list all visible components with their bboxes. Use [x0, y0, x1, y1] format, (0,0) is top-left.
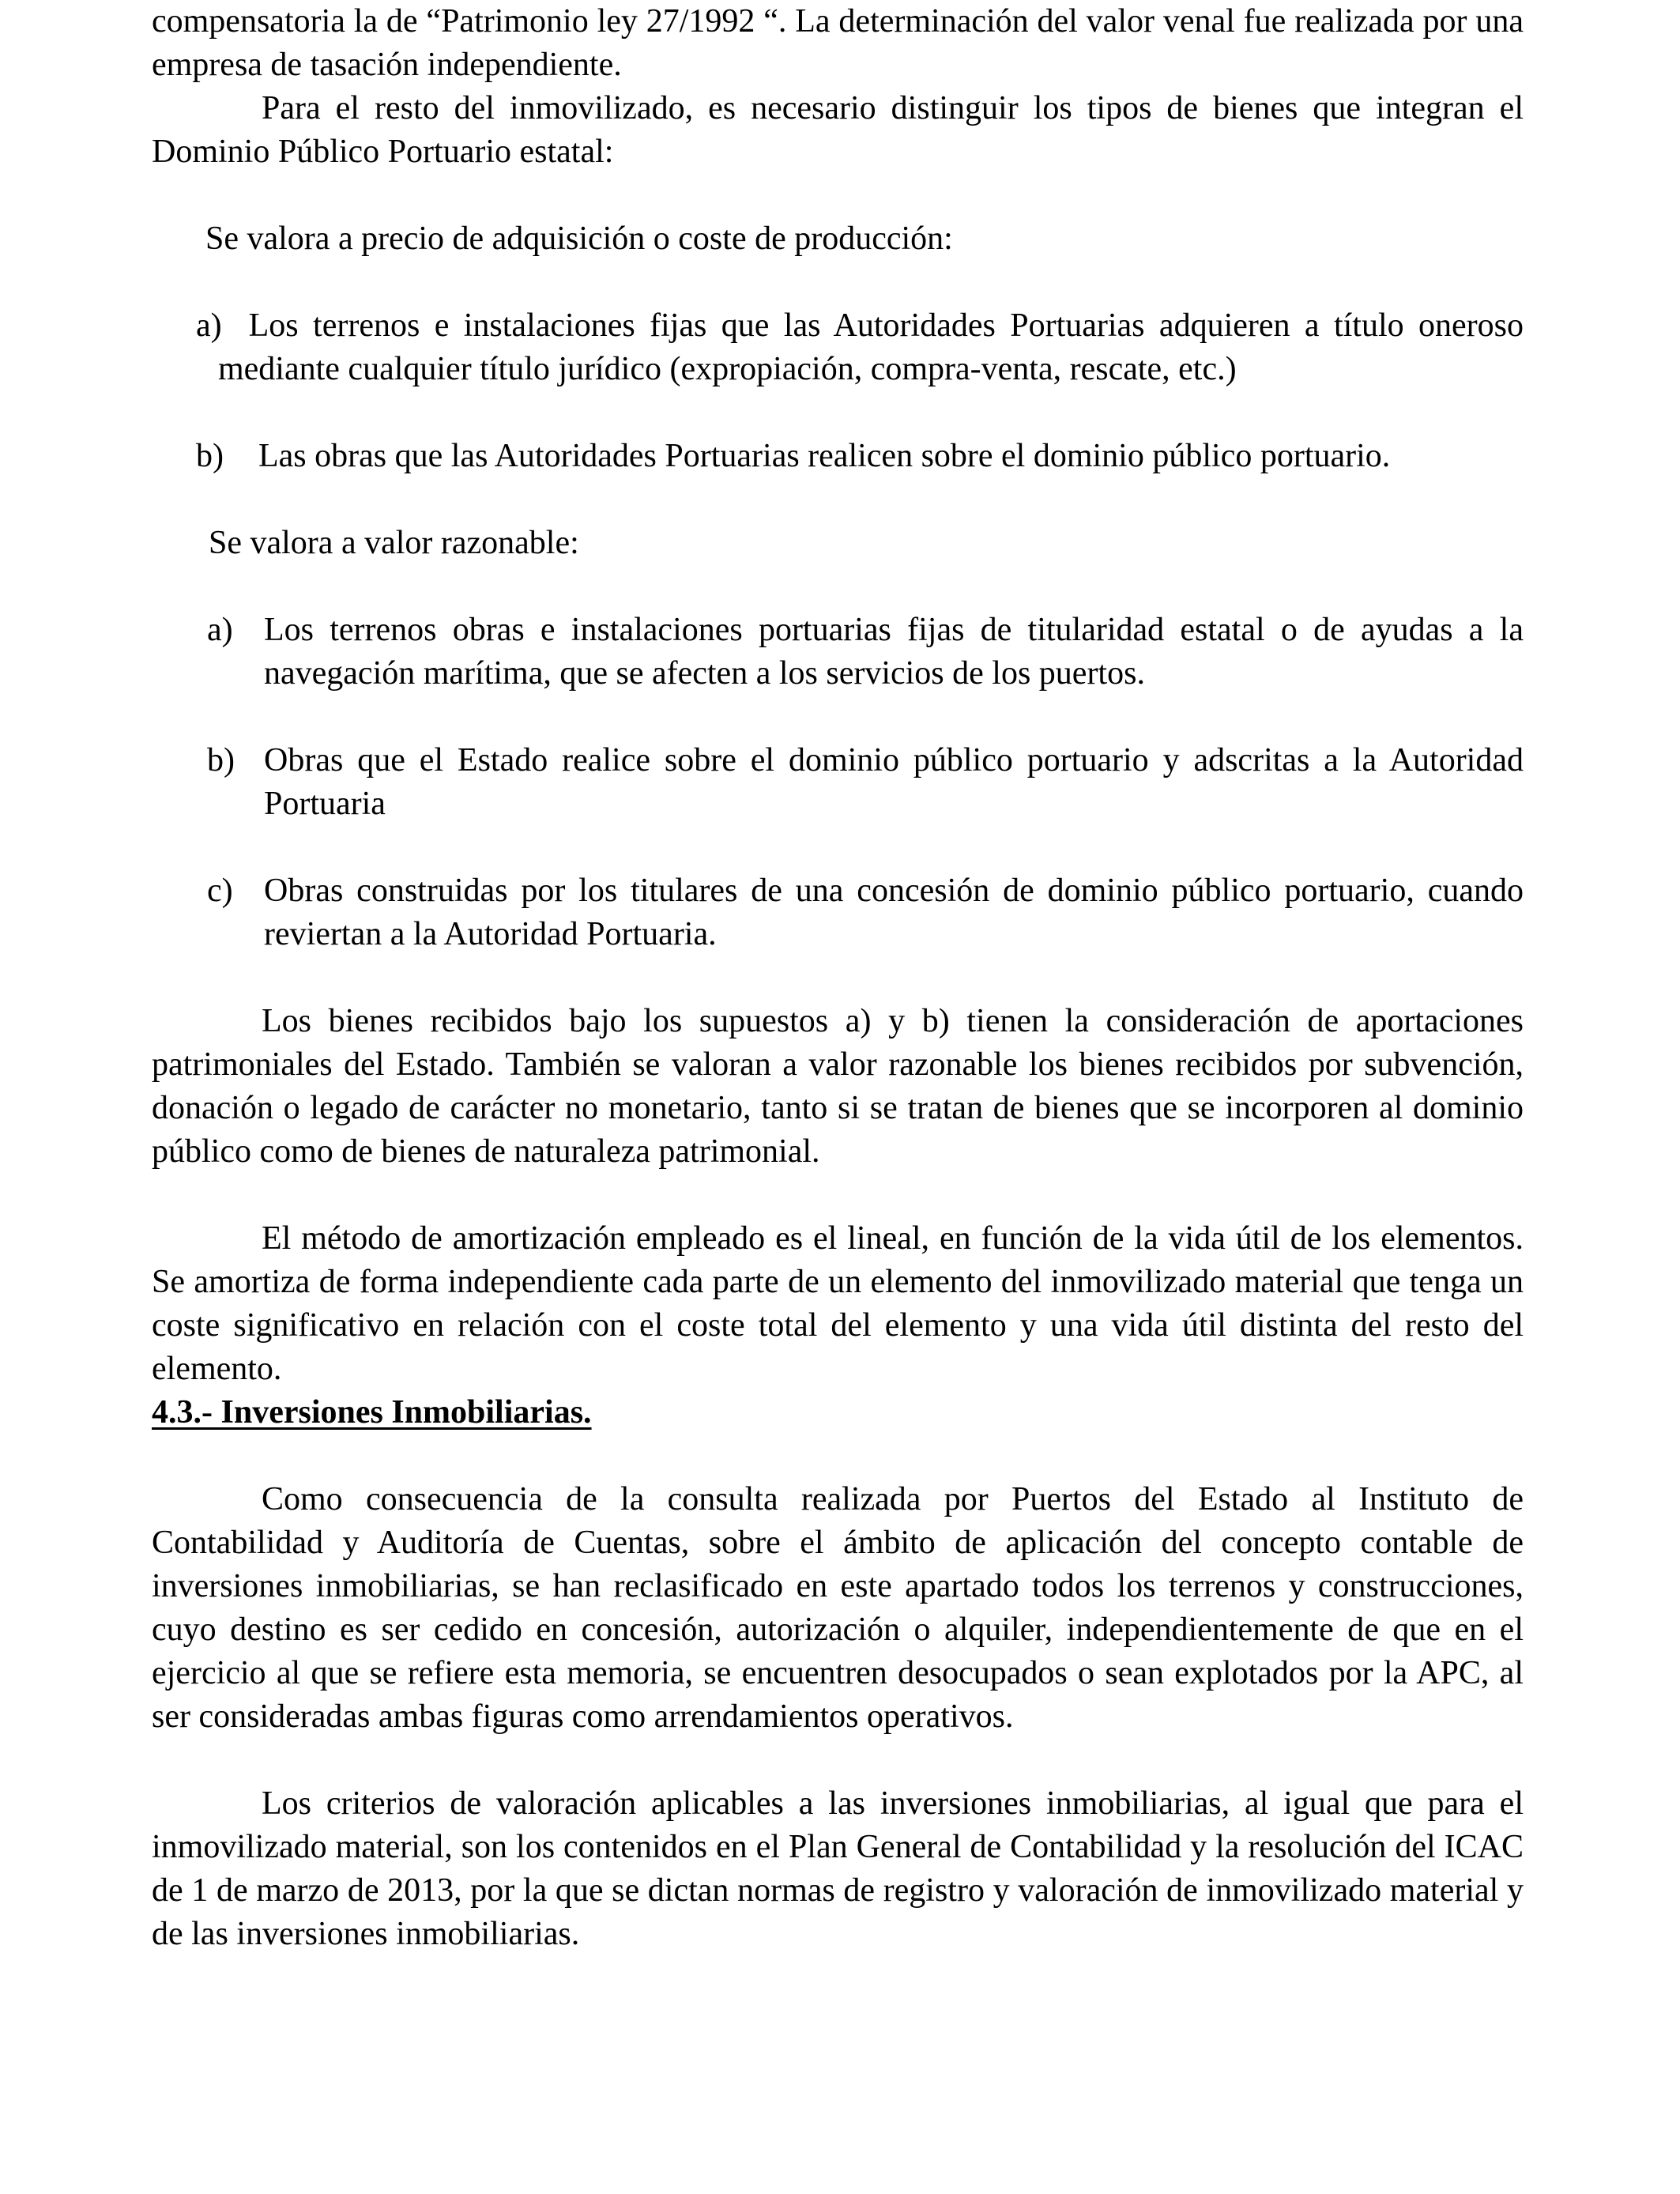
list-marker: a)	[207, 612, 233, 648]
paragraph-consulta-icac: Como consecuencia de la consulta realizada por Puertos del Estado al Instituto de Contabilidad y Auditoría de Cuentas, sobre el ámbito de aplicación del concepto contable de inversiones inmobiliarias, se han reclasificado en este apartado todos los terrenos y construcciones, cuyo destino es ser cedido en concesión, autorización o alquiler, independientemente de que en el ejercicio al que se refiere esta memoria, se encuentren desocupados o sean explotados por la APC, al ser consideradas ambas figuras como arrendamientos operativos.	[152, 1481, 1524, 1735]
list-marker: a)	[196, 307, 222, 344]
paragraph-resto-inmovilizado: Para el resto del inmovilizado, es necesario distinguir los tipos de bienes que integran el Dominio Público Portuario estatal:	[152, 90, 1524, 170]
list-item-text: Los terrenos e instalaciones fijas que las Autoridades Portuarias adquieren a título oneroso mediante cualquier título jurídico (expropiación, compra-venta, rescate, etc.)	[218, 307, 1524, 387]
list-item-text: Los terrenos obras e instalaciones portuarias fijas de titularidad estatal o de ayudas a la navegación marítima, que se afecten a los servicios de los puertos.	[264, 612, 1524, 692]
list-marker: b)	[196, 438, 224, 474]
document-page	[152, 0, 1524, 1956]
paragraph-bienes-recibidos: Los bienes recibidos bajo los supuestos a) y b) tienen la consideración de aportaciones patrimoniales del Estado. También se valoran a valor razonable los bienes recibidos por subvención, donación o legado de carácter no monetario, tanto si se tratan de bienes que se incorporen al dominio público como de bienes de naturaleza patrimonial.	[152, 1003, 1524, 1170]
list-marker: b)	[207, 742, 235, 778]
list-item-text: Obras que el Estado realice sobre el dominio público portuario y adscritas a la Autoridad Portuaria	[264, 742, 1524, 822]
list-item-fair-a	[207, 609, 1524, 696]
list-item-cost-b	[196, 435, 1524, 478]
list-item-cost-a	[196, 304, 1524, 391]
paragraph-metodo-amortizacion: El método de amortización empleado es el lineal, en función de la vida útil de los elementos. Se amortiza de forma independiente cada parte de un elemento del inmovilizado material que tenga un coste significativo en relación con el coste total del elemento y una vida útil distinta del resto del elemento.	[152, 1220, 1524, 1387]
list-item-fair-c	[207, 869, 1524, 956]
section-heading-inversiones: 4.3.- Inversiones Inmobiliarias.	[152, 1394, 592, 1431]
list-marker: c)	[207, 873, 233, 909]
lead-precio-adquisicion: Se valora a precio de adquisición o coste de producción:	[205, 221, 953, 257]
paragraph-criterios-valoracion: Los criterios de valoración aplicables a las inversiones inmobiliarias, al igual que para el inmovilizado material, son los contenidos en el Plan General de Contabilidad y la resolución del ICAC de 1 de marzo de 2013, por la que se dictan normas de registro y valoración de inmovilizado material y de las inversiones inmobiliarias.	[152, 1785, 1524, 1952]
paragraph-patrimonio: compensatoria la de “Patrimonio ley 27/1992 “. La determinación del valor venal fue realizada por una empresa de tasación independiente.	[152, 3, 1524, 83]
lead-valor-razonable: Se valora a valor razonable:	[209, 525, 579, 561]
list-item-text: Obras construidas por los titulares de una concesión de dominio público portuario, cuando reviertan a la Autoridad Portuaria.	[264, 873, 1524, 952]
list-item-text: Las obras que las Autoridades Portuarias realicen sobre el dominio público portuario.	[258, 438, 1391, 474]
list-item-fair-b	[207, 739, 1524, 826]
